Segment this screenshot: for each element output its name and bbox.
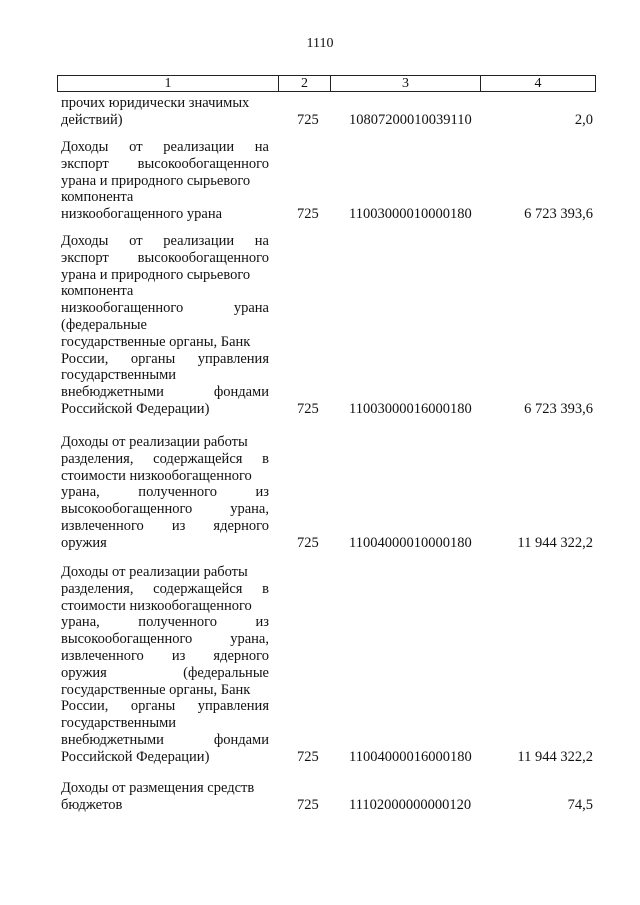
amount: 6 723 393,6 (524, 401, 593, 418)
revenue-code: 11003000010000180 (349, 206, 472, 223)
description-line: урана, полученного из (61, 484, 269, 501)
description-line: извлеченного из ядерного (61, 517, 269, 534)
column-header-1: 1 (58, 76, 279, 92)
table-row (57, 780, 595, 814)
admin-code: 725 (297, 797, 319, 814)
description-line: Доходы от реализации работы (61, 434, 248, 450)
table-row (57, 434, 595, 552)
description-line: государственными (61, 367, 177, 384)
description-line: (федеральные (61, 316, 147, 333)
description-line: бюджетов (61, 796, 123, 813)
description-line: государственные органы, Банк (61, 333, 251, 350)
description-line: Российской Федерации) (61, 748, 210, 765)
row-description (61, 564, 269, 766)
description-line: Доходы от реализации на (61, 139, 269, 155)
column-header-3: 3 (331, 76, 481, 92)
column-header-row (57, 75, 596, 92)
revenue-code: 10807200010039110 (349, 112, 472, 129)
description-line: Российской Федерации) (61, 400, 210, 417)
description-line: низкообогащенного урана (61, 206, 223, 223)
admin-code: 725 (297, 535, 319, 552)
description-line: извлеченного из ядерного (61, 647, 269, 664)
row-description (61, 780, 269, 814)
description-line: экспорт высокообогащенного (61, 249, 269, 266)
page-number: 1110 (306, 36, 334, 51)
description-line: оружия (федеральные (61, 664, 269, 681)
description-line: Доходы от реализации работы (61, 564, 248, 580)
description-line: государственными (61, 715, 177, 732)
description-line: России, органы управления (61, 698, 269, 715)
column-header-4: 4 (481, 76, 596, 92)
amount: 11 944 322,2 (517, 749, 593, 766)
admin-code: 725 (297, 749, 319, 766)
description-line: Доходы от реализации на (61, 233, 269, 249)
description-line: высокообогащенного урана, (61, 501, 269, 518)
description-line: оружия (61, 534, 107, 551)
description-line: разделения, содержащейся в (61, 580, 269, 597)
description-line: государственные органы, Банк (61, 681, 251, 698)
amount: 2,0 (574, 112, 593, 129)
description-line: урана, полученного из (61, 614, 269, 631)
description-line: внебюджетными фондами (61, 731, 269, 748)
table-row (57, 95, 595, 129)
admin-code: 725 (297, 206, 319, 223)
revenue-code: 11102000000000120 (349, 797, 472, 814)
row-description (61, 233, 269, 418)
revenue-code: 11003000016000180 (349, 401, 472, 418)
description-line: урана и природного сырьевого (61, 266, 251, 283)
admin-code: 725 (297, 112, 319, 129)
description-line: стоимости низкообогащенного (61, 597, 252, 614)
amount: 6 723 393,6 (524, 206, 593, 223)
column-header-2: 2 (279, 76, 331, 92)
description-line: экспорт высокообогащенного (61, 155, 269, 172)
revenue-code: 11004000016000180 (349, 749, 472, 766)
description-line: внебюджетными фондами (61, 384, 269, 401)
row-description (61, 434, 269, 552)
table-row (57, 233, 595, 418)
description-line: России, органы управления (61, 350, 269, 367)
row-description (61, 139, 269, 223)
description-line: низкообогащенного урана (61, 300, 269, 317)
description-line: компонента (61, 283, 134, 300)
description-line: стоимости низкообогащенного (61, 467, 252, 484)
amount: 11 944 322,2 (517, 535, 593, 552)
description-line: урана и природного сырьевого (61, 172, 251, 189)
description-line: разделения, содержащейся в (61, 450, 269, 467)
row-description (61, 95, 269, 129)
description-line: высокообогащенного урана, (61, 631, 269, 648)
revenue-code: 11004000010000180 (349, 535, 472, 552)
description-line: Доходы от размещения средств (61, 780, 255, 796)
description-line: действий) (61, 111, 123, 128)
table-row (57, 564, 595, 766)
table-row (57, 139, 595, 223)
amount: 74,5 (567, 797, 593, 814)
description-line: прочих юридически значимых (61, 95, 250, 111)
admin-code: 725 (297, 401, 319, 418)
description-line: компонента (61, 189, 134, 206)
